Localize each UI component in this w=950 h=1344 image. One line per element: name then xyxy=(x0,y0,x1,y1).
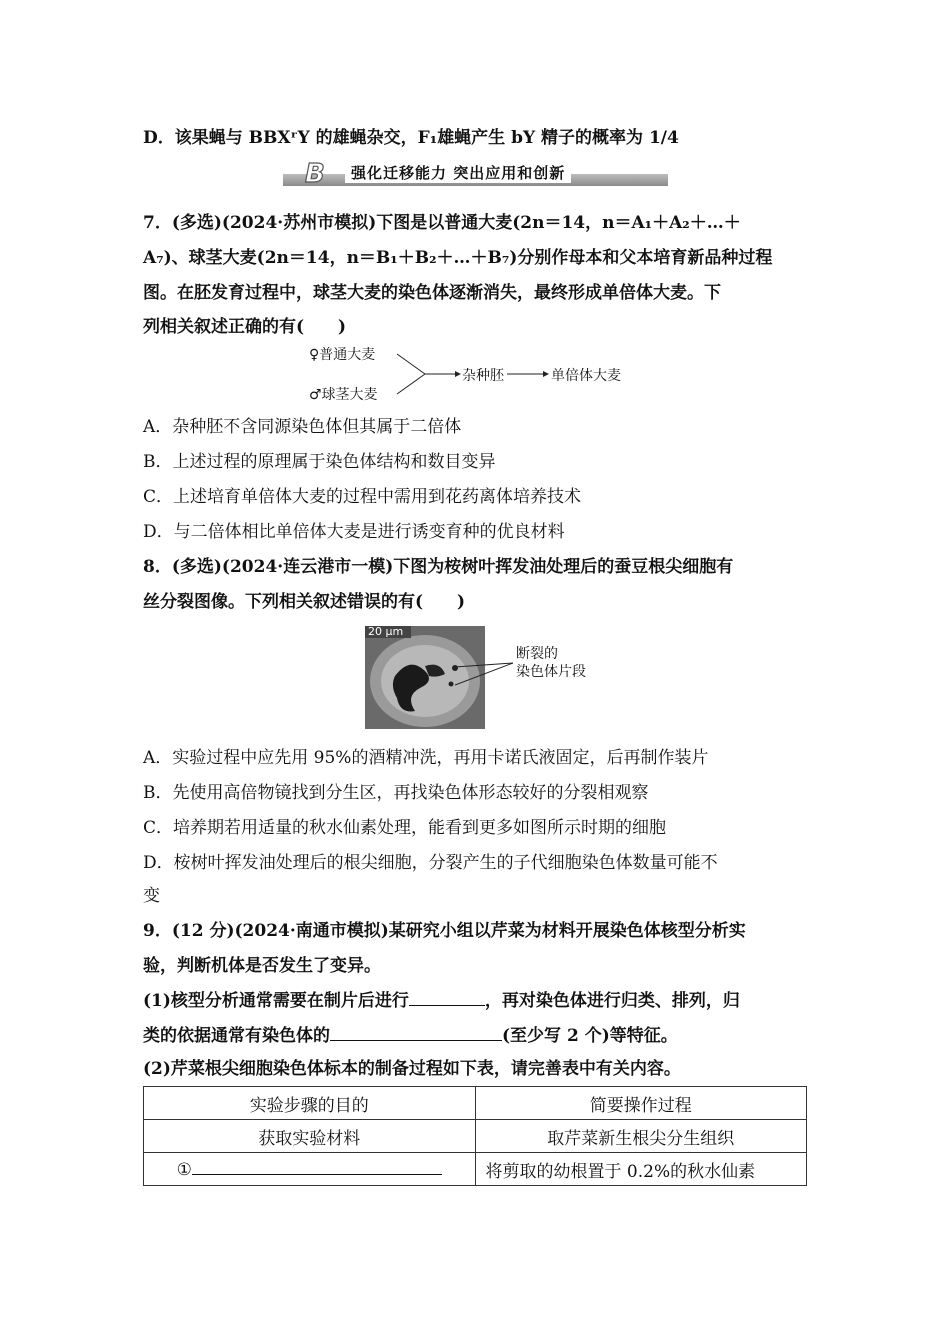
micrograph-label xyxy=(516,645,586,681)
table-row xyxy=(144,1153,807,1186)
table-cell: 获取实验材料 xyxy=(144,1120,476,1153)
q9-p1c: 类的依据通常有染色体的 xyxy=(143,1026,330,1046)
blank-2[interactable] xyxy=(330,1024,502,1041)
blank-1[interactable] xyxy=(409,989,485,1006)
banner-title: 强化迁移能力 突出应用和创新 xyxy=(345,162,571,183)
q8-option-d: D．桉树叶挥发油处理后的根尖细胞，分裂产生的子代细胞染色体数量可能不 xyxy=(143,853,718,873)
q7-option-a: A．杂种胚不含同源染色体但其属于二倍体 xyxy=(143,417,462,437)
q9-p1b: ，再对染色体进行归类、排列，归 xyxy=(484,991,740,1011)
diagram-result: 单倍体大麦 xyxy=(551,368,621,384)
q7-line1: 7．(多选)(2024·苏州市模拟)下图是以普通大麦(2n＝14，n＝A₁＋A₂＋…＋ xyxy=(143,213,741,233)
table-cell: 取芹菜新生根尖分生组织 xyxy=(475,1120,807,1153)
q9-p1d: (至少写 2 个)等特征。 xyxy=(502,1026,678,1046)
blank-3[interactable] xyxy=(192,1158,442,1175)
label-line1: 断裂的 xyxy=(516,646,558,662)
table-cell xyxy=(144,1153,476,1186)
q9-line2: 验，判断机体是否发生了变异。 xyxy=(143,956,381,976)
table-cell: 将剪取的幼根置于 0.2%的秋水仙素 xyxy=(475,1153,807,1186)
q9-part2: (2)芹菜根尖细胞染色体标本的制备过程如下表，请完善表中有关内容。 xyxy=(143,1059,681,1079)
banner-badge-icon: B xyxy=(305,159,325,189)
q7-option-d: D．与二倍体相比单倍体大麦是进行诱变育种的优良材料 xyxy=(143,522,565,542)
q9-p1a: (1)核型分析通常需要在制片后进行 xyxy=(143,991,409,1011)
breeding-diagram xyxy=(305,340,635,410)
q7-option-c: C．上述培育单倍体大麦的过程中需用到花药离体培养技术 xyxy=(143,487,582,507)
q9-part1-line2 xyxy=(143,1024,678,1048)
q8-option-b: B．先使用高倍物镜找到分生区，再找染色体形态较好的分裂相观察 xyxy=(143,783,649,803)
diagram-female: ♀普通大麦 xyxy=(309,347,376,363)
procedure-table xyxy=(143,1086,807,1186)
table-header: 简要操作过程 xyxy=(475,1087,807,1120)
q7-line4: 列相关叙述正确的有( ) xyxy=(143,317,347,337)
q7-line2: A₇)、球茎大麦(2n＝14，n＝B₁＋B₂＋…＋B₇)分别作母本和父本培育新品种过程 xyxy=(143,248,773,268)
q9-line1: 9．(12 分)(2024·南通市模拟)某研究小组以芹菜为材料开展染色体核型分析实 xyxy=(143,921,746,941)
q6-option-d: D．该果蝇与 BBXʳY 的雄蝇杂交，F₁雄蝇产生 bY 精子的概率为 1/4 xyxy=(143,128,679,148)
circle-number: ① xyxy=(176,1160,192,1180)
q9-part1-line1 xyxy=(143,989,740,1013)
q8-line2: 丝分裂图像。下列相关叙述错误的有( ) xyxy=(143,592,466,612)
diagram-male: ♂球茎大麦 xyxy=(309,387,378,403)
table-header: 实验步骤的目的 xyxy=(144,1087,476,1120)
q7-line3: 图。在胚发育过程中，球茎大麦的染色体逐渐消失，最终形成单倍体大麦。下 xyxy=(143,283,721,303)
q8-option-d-cont: 变 xyxy=(143,886,160,906)
micrograph-pointer xyxy=(455,655,515,695)
section-banner xyxy=(283,160,668,188)
diagram-embryo: 杂种胚 xyxy=(462,368,504,384)
q8-option-a: A．实验过程中应先用 95%的酒精冲洗，再用卡诺氏液固定，后再制作装片 xyxy=(143,748,709,768)
q8-line1: 8．(多选)(2024·连云港市一模)下图为桉树叶挥发油处理后的蚕豆根尖细胞有 xyxy=(143,557,734,577)
q7-option-b: B．上述过程的原理属于染色体结构和数目变异 xyxy=(143,452,496,472)
scale-label: 20 μm xyxy=(368,626,404,638)
table-row xyxy=(144,1120,807,1153)
table-header-row xyxy=(144,1087,807,1120)
label-line2: 染色体片段 xyxy=(516,664,586,680)
q8-option-c: C．培养期若用适量的秋水仙素处理，能看到更多如图所示时期的细胞 xyxy=(143,818,667,838)
